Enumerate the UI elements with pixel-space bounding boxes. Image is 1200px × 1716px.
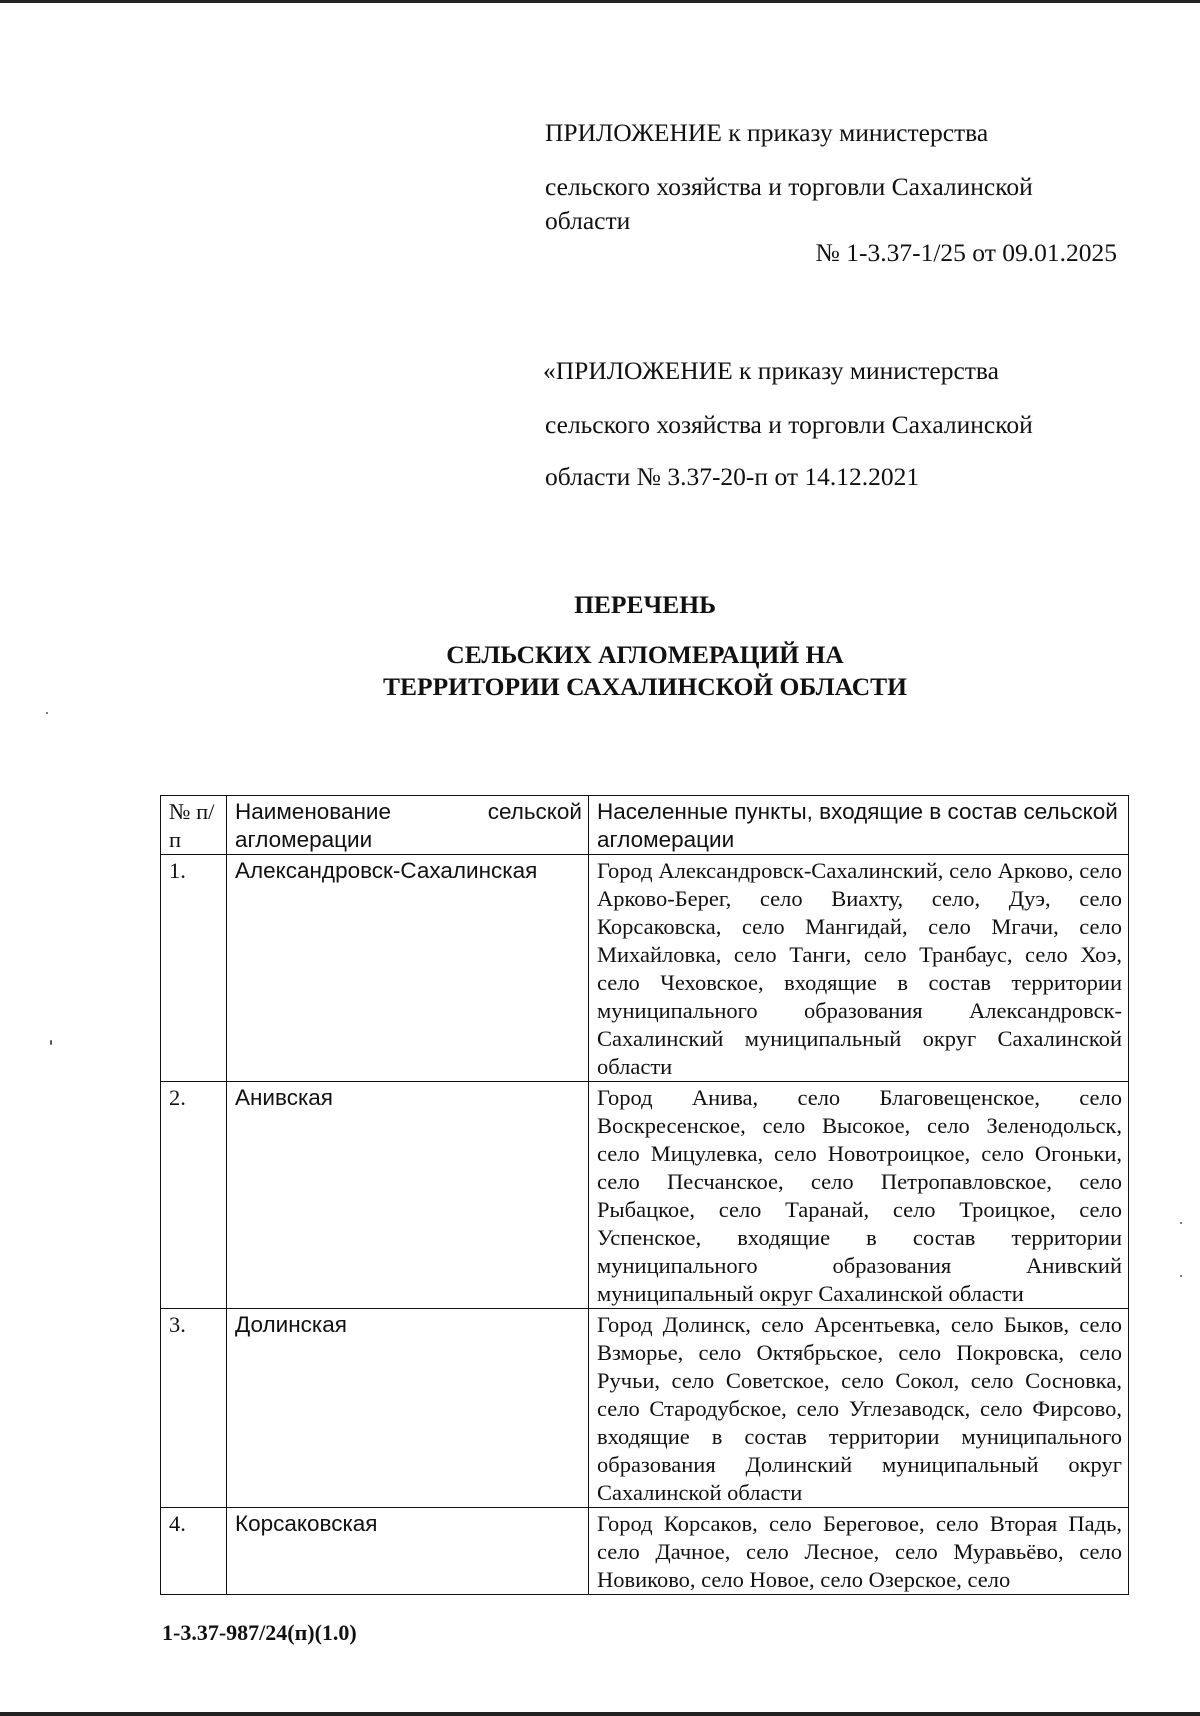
scan-top-edge <box>0 0 1200 3</box>
row-name: Долинская <box>227 1309 589 1508</box>
scan-bottom-edge <box>0 1712 1200 1716</box>
table-header-row <box>161 796 1129 855</box>
row-num: 3. <box>161 1309 227 1508</box>
agglomerations-table <box>160 795 1129 1595</box>
row-settlements: Город Долинск, село Арсентьевка, село Быков, село Взморье, село Октябрьское, село Покровска, село Ручьи, село Советское, село Сокол, село Сосновка, село Стародубское, село Углезаводск, село Фирсово, входящие в состав территории муниципального образования Долинский муниципальный округ Сахалинской области <box>589 1309 1129 1508</box>
scan-speck <box>1180 1222 1182 1224</box>
header-num <box>161 796 227 855</box>
title-line-1: ПЕРЕЧЕНЬ <box>574 590 716 619</box>
scan-speck <box>50 1040 52 1045</box>
appendix-current-number: № 1-3.37-1/25 от 09.01.2025 <box>815 238 1117 267</box>
appendix-original-line-3: области № 3.37-20-п от 14.12.2021 <box>545 462 920 491</box>
row-name: Анивская <box>227 1082 589 1309</box>
row-name: Александровск-Сахалинская <box>227 855 589 1082</box>
scan-speck <box>1180 1275 1182 1277</box>
scan-speck <box>46 712 48 714</box>
row-num: 2. <box>161 1082 227 1309</box>
header-name: Наименование сельской агломерации <box>227 796 589 855</box>
title-line-2: СЕЛЬСКИХ АГЛОМЕРАЦИЙ НА <box>446 640 844 669</box>
appendix-original-line-1: «ПРИЛОЖЕНИЕ к приказу министерства <box>543 356 999 385</box>
header-num-text: № п/п <box>169 799 215 852</box>
row-settlements: Город Анива, село Благовещенское, село Воскресенское, село Высокое, село Зеленодольск, село Мицулевка, село Новотроицкое, село Огоньки, село Песчанское, село Петропавловское, село Рыбацкое, село Таранай, село Троицкое, село Успенское, входящие в состав территории муниципального образования Анивский муниципальный округ Сахалинской области <box>589 1082 1129 1309</box>
table-row <box>161 1309 1129 1508</box>
document-code: 1-3.37-987/24(п)(1.0) <box>162 1620 357 1645</box>
row-settlements: Город Корсаков, село Береговое, село Вторая Падь, село Дачное, село Лесное, село Муравьёво, село Новиково, село Новое, село Озерское, село <box>589 1508 1129 1595</box>
appendix-current-line-2: сельского хозяйства и торговли Сахалинской <box>545 172 1033 201</box>
table-row <box>161 1508 1129 1595</box>
header-settlements: Населенные пункты, входящие в состав сельской агломерации <box>589 796 1129 855</box>
table-row <box>161 855 1129 1082</box>
row-num: 4. <box>161 1508 227 1595</box>
title-line-3: ТЕРРИТОРИИ САХАЛИНСКОЙ ОБЛАСТИ <box>383 672 907 701</box>
table-row <box>161 1082 1129 1309</box>
appendix-current-line-3: области <box>545 206 631 235</box>
appendix-original-line-2: сельского хозяйства и торговли Сахалинской <box>545 410 1033 439</box>
row-settlements: Город Александровск-Сахалинский, село Арково, село Арково-Берег, село Виахту, село, Дуэ, село Корсаковска, село Мангидай, село Мгачи, село Михайловка, село Танги, село Транбаус, село Хоэ, село Чеховское, входящие в состав территории муниципального образования Александровск-Сахалинский муниципальный округ Сахалинской области <box>589 855 1129 1082</box>
row-name: Корсаковская <box>227 1508 589 1595</box>
appendix-current-line-1: ПРИЛОЖЕНИЕ к приказу министерства <box>545 118 989 147</box>
row-num: 1. <box>161 855 227 1082</box>
